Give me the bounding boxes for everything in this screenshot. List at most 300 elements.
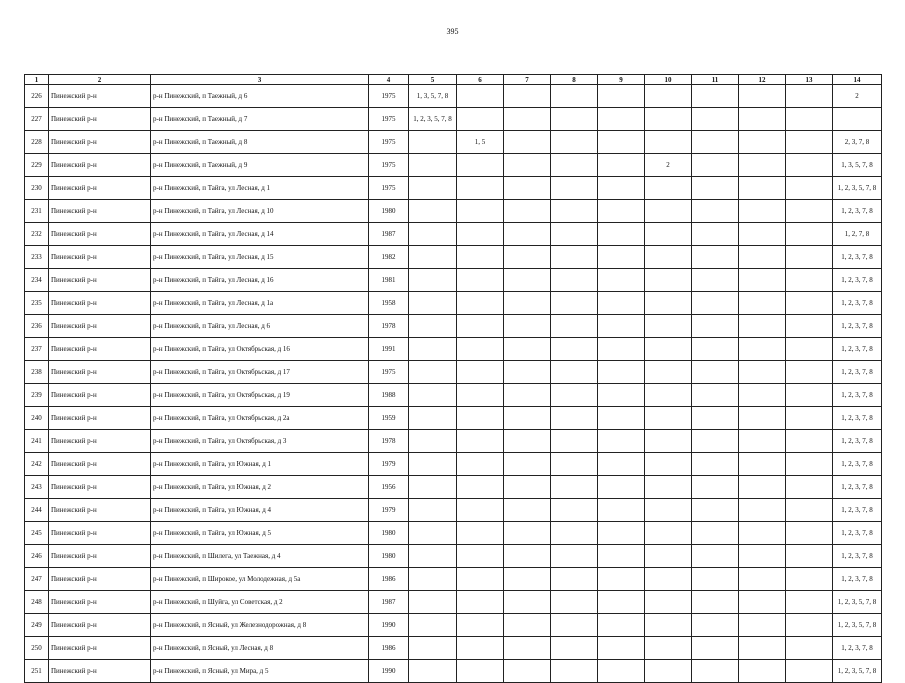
district-cell: Пинежский р-н xyxy=(49,637,151,660)
table-header-row xyxy=(25,75,882,85)
column-11-cell xyxy=(692,499,739,522)
column-12-cell xyxy=(739,361,786,384)
row-number-cell: 234 xyxy=(25,269,49,292)
column-10-cell xyxy=(645,499,692,522)
column-10-cell xyxy=(645,131,692,154)
column-9-cell xyxy=(598,499,645,522)
column-6-cell xyxy=(457,407,504,430)
column-8-cell xyxy=(551,499,598,522)
column-8-cell xyxy=(551,476,598,499)
district-cell: Пинежский р-н xyxy=(49,476,151,499)
column-8-cell xyxy=(551,614,598,637)
column-8-cell xyxy=(551,85,598,108)
column-14-cell: 1, 2, 3, 7, 8 xyxy=(833,499,882,522)
column-7-cell xyxy=(504,430,551,453)
column-5-cell xyxy=(409,246,457,269)
column-14-cell: 1, 2, 3, 7, 8 xyxy=(833,315,882,338)
column-6-cell xyxy=(457,545,504,568)
column-12-cell xyxy=(739,476,786,499)
district-cell: Пинежский р-н xyxy=(49,315,151,338)
column-10-cell xyxy=(645,200,692,223)
table-row xyxy=(25,453,882,476)
column-8-cell xyxy=(551,453,598,476)
page-number: 395 xyxy=(446,27,459,36)
year-cell: 1986 xyxy=(369,568,409,591)
column-6-cell xyxy=(457,522,504,545)
column-8-cell xyxy=(551,568,598,591)
column-14-cell: 1, 2, 3, 7, 8 xyxy=(833,476,882,499)
address-cell: р-н Пинежский, п Тайга, ул Южная, д 2 xyxy=(151,476,369,499)
column-12-cell xyxy=(739,338,786,361)
row-number-cell: 240 xyxy=(25,407,49,430)
column-13-cell xyxy=(786,246,833,269)
column-5-cell: 1, 2, 3, 5, 7, 8 xyxy=(409,108,457,131)
column-8-cell xyxy=(551,591,598,614)
year-cell: 1958 xyxy=(369,292,409,315)
column-11-cell xyxy=(692,614,739,637)
column-11-cell xyxy=(692,476,739,499)
column-10-cell xyxy=(645,246,692,269)
column-12-cell xyxy=(739,407,786,430)
column-6-cell xyxy=(457,453,504,476)
row-number-cell: 244 xyxy=(25,499,49,522)
column-header: 6 xyxy=(457,75,504,85)
column-8-cell xyxy=(551,246,598,269)
column-6-cell xyxy=(457,85,504,108)
column-14-cell: 2 xyxy=(833,85,882,108)
column-9-cell xyxy=(598,108,645,131)
table-row xyxy=(25,223,882,246)
column-14-cell: 1, 2, 3, 7, 8 xyxy=(833,637,882,660)
column-5-cell xyxy=(409,407,457,430)
year-cell: 1975 xyxy=(369,108,409,131)
column-9-cell xyxy=(598,85,645,108)
column-9-cell xyxy=(598,246,645,269)
column-9-cell xyxy=(598,430,645,453)
district-cell: Пинежский р-н xyxy=(49,338,151,361)
year-cell: 1986 xyxy=(369,637,409,660)
column-8-cell xyxy=(551,200,598,223)
address-cell: р-н Пинежский, п Тайга, ул Октябрьская, д 19 xyxy=(151,384,369,407)
column-5-cell xyxy=(409,131,457,154)
column-12-cell xyxy=(739,108,786,131)
column-10-cell xyxy=(645,85,692,108)
column-8-cell xyxy=(551,338,598,361)
row-number-cell: 239 xyxy=(25,384,49,407)
year-cell: 1988 xyxy=(369,384,409,407)
column-6-cell xyxy=(457,315,504,338)
column-6-cell xyxy=(457,292,504,315)
row-number-cell: 232 xyxy=(25,223,49,246)
column-10-cell xyxy=(645,476,692,499)
table-row xyxy=(25,269,882,292)
table-row xyxy=(25,522,882,545)
column-8-cell xyxy=(551,131,598,154)
column-11-cell xyxy=(692,407,739,430)
column-11-cell xyxy=(692,545,739,568)
column-5-cell: 1, 3, 5, 7, 8 xyxy=(409,85,457,108)
year-cell: 1975 xyxy=(369,85,409,108)
column-13-cell xyxy=(786,108,833,131)
column-14-cell: 1, 2, 3, 7, 8 xyxy=(833,453,882,476)
column-9-cell xyxy=(598,361,645,384)
row-number-cell: 228 xyxy=(25,131,49,154)
column-8-cell xyxy=(551,223,598,246)
column-5-cell xyxy=(409,223,457,246)
row-number-cell: 231 xyxy=(25,200,49,223)
column-14-cell: 2, 3, 7, 8 xyxy=(833,131,882,154)
district-cell: Пинежский р-н xyxy=(49,131,151,154)
column-11-cell xyxy=(692,522,739,545)
district-cell: Пинежский р-н xyxy=(49,85,151,108)
column-11-cell xyxy=(692,338,739,361)
district-cell: Пинежский р-н xyxy=(49,384,151,407)
column-12-cell xyxy=(739,545,786,568)
column-9-cell xyxy=(598,522,645,545)
column-8-cell xyxy=(551,292,598,315)
address-cell: р-н Пинежский, п Тайга, ул Южная, д 1 xyxy=(151,453,369,476)
column-13-cell xyxy=(786,177,833,200)
column-6-cell xyxy=(457,361,504,384)
address-cell: р-н Пинежский, п Тайга, ул Октябрьская, д 3 xyxy=(151,430,369,453)
column-10-cell xyxy=(645,292,692,315)
column-5-cell xyxy=(409,338,457,361)
address-cell: р-н Пинежский, п Тайга, ул Лесная, д 6 xyxy=(151,315,369,338)
column-header: 1 xyxy=(25,75,49,85)
column-8-cell xyxy=(551,407,598,430)
column-14-cell: 1, 2, 3, 7, 8 xyxy=(833,200,882,223)
address-cell: р-н Пинежский, п Шилега, ул Таежная, д 4 xyxy=(151,545,369,568)
column-11-cell xyxy=(692,292,739,315)
column-9-cell xyxy=(598,200,645,223)
address-cell: р-н Пинежский, п Таежный, д 9 xyxy=(151,154,369,177)
column-6-cell xyxy=(457,108,504,131)
column-8-cell xyxy=(551,154,598,177)
column-header: 13 xyxy=(786,75,833,85)
column-12-cell xyxy=(739,430,786,453)
column-5-cell xyxy=(409,522,457,545)
year-cell: 1978 xyxy=(369,430,409,453)
column-12-cell xyxy=(739,131,786,154)
column-13-cell xyxy=(786,338,833,361)
column-12-cell xyxy=(739,223,786,246)
column-7-cell xyxy=(504,361,551,384)
year-cell: 1979 xyxy=(369,499,409,522)
column-6-cell xyxy=(457,384,504,407)
column-10-cell xyxy=(645,568,692,591)
column-12-cell xyxy=(739,292,786,315)
district-cell: Пинежский р-н xyxy=(49,154,151,177)
column-header: 3 xyxy=(151,75,369,85)
column-header: 4 xyxy=(369,75,409,85)
column-7-cell xyxy=(504,338,551,361)
row-number-cell: 243 xyxy=(25,476,49,499)
column-11-cell xyxy=(692,568,739,591)
table-row xyxy=(25,177,882,200)
column-9-cell xyxy=(598,177,645,200)
column-10-cell xyxy=(645,545,692,568)
row-number-cell: 233 xyxy=(25,246,49,269)
column-7-cell xyxy=(504,315,551,338)
column-13-cell xyxy=(786,499,833,522)
column-6-cell xyxy=(457,154,504,177)
column-7-cell xyxy=(504,85,551,108)
column-12-cell xyxy=(739,453,786,476)
column-12-cell xyxy=(739,568,786,591)
column-13-cell xyxy=(786,361,833,384)
column-14-cell: 1, 2, 3, 7, 8 xyxy=(833,292,882,315)
column-12-cell xyxy=(739,522,786,545)
column-7-cell xyxy=(504,522,551,545)
row-number-cell: 238 xyxy=(25,361,49,384)
column-9-cell xyxy=(598,315,645,338)
column-8-cell xyxy=(551,108,598,131)
column-8-cell xyxy=(551,430,598,453)
column-11-cell xyxy=(692,154,739,177)
row-number-cell: 247 xyxy=(25,568,49,591)
column-10-cell xyxy=(645,361,692,384)
column-6-cell xyxy=(457,499,504,522)
column-9-cell xyxy=(598,568,645,591)
column-7-cell xyxy=(504,568,551,591)
district-cell: Пинежский р-н xyxy=(49,499,151,522)
column-7-cell xyxy=(504,131,551,154)
column-7-cell xyxy=(504,108,551,131)
column-12-cell xyxy=(739,177,786,200)
column-6-cell xyxy=(457,568,504,591)
row-number-cell: 236 xyxy=(25,315,49,338)
year-cell: 1991 xyxy=(369,338,409,361)
table-row xyxy=(25,292,882,315)
column-10-cell xyxy=(645,660,692,683)
column-7-cell xyxy=(504,200,551,223)
row-number-cell: 249 xyxy=(25,614,49,637)
year-cell: 1979 xyxy=(369,453,409,476)
row-number-cell: 235 xyxy=(25,292,49,315)
table-row xyxy=(25,545,882,568)
row-number-cell: 248 xyxy=(25,591,49,614)
column-12-cell xyxy=(739,85,786,108)
table-row xyxy=(25,361,882,384)
column-5-cell xyxy=(409,361,457,384)
column-14-cell: 1, 2, 3, 7, 8 xyxy=(833,568,882,591)
column-14-cell: 1, 2, 3, 5, 7, 8 xyxy=(833,660,882,683)
row-number-cell: 237 xyxy=(25,338,49,361)
column-13-cell xyxy=(786,407,833,430)
table-row xyxy=(25,384,882,407)
column-5-cell xyxy=(409,660,457,683)
column-14-cell: 1, 2, 7, 8 xyxy=(833,223,882,246)
column-11-cell xyxy=(692,660,739,683)
column-14-cell: 1, 2, 3, 7, 8 xyxy=(833,269,882,292)
address-cell: р-н Пинежский, п Шуйга, ул Советская, д 2 xyxy=(151,591,369,614)
column-12-cell xyxy=(739,499,786,522)
column-11-cell xyxy=(692,85,739,108)
table-row xyxy=(25,614,882,637)
column-7-cell xyxy=(504,476,551,499)
column-13-cell xyxy=(786,131,833,154)
column-10-cell xyxy=(645,453,692,476)
column-6-cell xyxy=(457,177,504,200)
year-cell: 1987 xyxy=(369,223,409,246)
column-header: 8 xyxy=(551,75,598,85)
table-row xyxy=(25,131,882,154)
column-14-cell: 1, 3, 5, 7, 8 xyxy=(833,154,882,177)
year-cell: 1990 xyxy=(369,660,409,683)
year-cell: 1975 xyxy=(369,361,409,384)
column-6-cell xyxy=(457,269,504,292)
column-9-cell xyxy=(598,545,645,568)
column-5-cell xyxy=(409,177,457,200)
address-cell: р-н Пинежский, п Тайга, ул Лесная, д 16 xyxy=(151,269,369,292)
column-7-cell xyxy=(504,407,551,430)
year-cell: 1956 xyxy=(369,476,409,499)
column-5-cell xyxy=(409,545,457,568)
row-number-cell: 246 xyxy=(25,545,49,568)
column-9-cell xyxy=(598,131,645,154)
column-9-cell xyxy=(598,338,645,361)
address-cell: р-н Пинежский, п Ясный, ул Лесная, д 8 xyxy=(151,637,369,660)
address-cell: р-н Пинежский, п Тайга, ул Южная, д 4 xyxy=(151,499,369,522)
row-number-cell: 226 xyxy=(25,85,49,108)
district-cell: Пинежский р-н xyxy=(49,430,151,453)
column-13-cell xyxy=(786,430,833,453)
column-7-cell xyxy=(504,269,551,292)
column-13-cell xyxy=(786,200,833,223)
table-row xyxy=(25,660,882,683)
address-cell: р-н Пинежский, п Тайга, ул Лесная, д 10 xyxy=(151,200,369,223)
column-5-cell xyxy=(409,200,457,223)
column-10-cell: 2 xyxy=(645,154,692,177)
year-cell: 1975 xyxy=(369,154,409,177)
column-header: 7 xyxy=(504,75,551,85)
address-cell: р-н Пинежский, п Тайга, ул Лесная, д 15 xyxy=(151,246,369,269)
district-cell: Пинежский р-н xyxy=(49,660,151,683)
column-13-cell xyxy=(786,154,833,177)
column-13-cell xyxy=(786,591,833,614)
column-10-cell xyxy=(645,223,692,246)
table-row xyxy=(25,568,882,591)
column-header: 5 xyxy=(409,75,457,85)
address-cell: р-н Пинежский, п Тайга, ул Южная, д 5 xyxy=(151,522,369,545)
column-14-cell: 1, 2, 3, 7, 8 xyxy=(833,545,882,568)
column-14-cell: 1, 2, 3, 7, 8 xyxy=(833,430,882,453)
column-12-cell xyxy=(739,154,786,177)
column-11-cell xyxy=(692,223,739,246)
column-13-cell xyxy=(786,269,833,292)
column-11-cell xyxy=(692,269,739,292)
column-13-cell xyxy=(786,292,833,315)
column-10-cell xyxy=(645,430,692,453)
column-5-cell xyxy=(409,292,457,315)
column-13-cell xyxy=(786,85,833,108)
column-7-cell xyxy=(504,384,551,407)
column-11-cell xyxy=(692,200,739,223)
column-11-cell xyxy=(692,384,739,407)
district-cell: Пинежский р-н xyxy=(49,108,151,131)
table-row xyxy=(25,338,882,361)
column-9-cell xyxy=(598,384,645,407)
column-9-cell xyxy=(598,476,645,499)
column-8-cell xyxy=(551,361,598,384)
year-cell: 1987 xyxy=(369,591,409,614)
table-row xyxy=(25,430,882,453)
table-body xyxy=(25,85,882,683)
column-10-cell xyxy=(645,338,692,361)
column-12-cell xyxy=(739,246,786,269)
column-7-cell xyxy=(504,499,551,522)
column-13-cell xyxy=(786,384,833,407)
year-cell: 1975 xyxy=(369,177,409,200)
column-13-cell xyxy=(786,315,833,338)
column-8-cell xyxy=(551,660,598,683)
district-cell: Пинежский р-н xyxy=(49,292,151,315)
address-cell: р-н Пинежский, п Тайга, ул Лесная, д 1а xyxy=(151,292,369,315)
column-7-cell xyxy=(504,660,551,683)
column-7-cell xyxy=(504,177,551,200)
table-row xyxy=(25,591,882,614)
table-row xyxy=(25,246,882,269)
year-cell: 1982 xyxy=(369,246,409,269)
column-11-cell xyxy=(692,108,739,131)
column-10-cell xyxy=(645,177,692,200)
column-6-cell xyxy=(457,591,504,614)
address-cell: р-н Пинежский, п Широкое, ул Молодежная, д 5а xyxy=(151,568,369,591)
column-6-cell xyxy=(457,430,504,453)
column-header: 9 xyxy=(598,75,645,85)
column-9-cell xyxy=(598,591,645,614)
column-5-cell xyxy=(409,315,457,338)
column-9-cell xyxy=(598,292,645,315)
column-14-cell xyxy=(833,108,882,131)
column-8-cell xyxy=(551,269,598,292)
column-12-cell xyxy=(739,660,786,683)
column-10-cell xyxy=(645,315,692,338)
column-8-cell xyxy=(551,522,598,545)
column-11-cell xyxy=(692,177,739,200)
table-row xyxy=(25,108,882,131)
column-14-cell: 1, 2, 3, 5, 7, 8 xyxy=(833,177,882,200)
column-11-cell xyxy=(692,430,739,453)
district-cell: Пинежский р-н xyxy=(49,269,151,292)
year-cell: 1990 xyxy=(369,614,409,637)
column-9-cell xyxy=(598,407,645,430)
column-8-cell xyxy=(551,315,598,338)
column-6-cell xyxy=(457,614,504,637)
column-7-cell xyxy=(504,545,551,568)
column-6-cell xyxy=(457,476,504,499)
column-8-cell xyxy=(551,545,598,568)
column-10-cell xyxy=(645,614,692,637)
address-cell: р-н Пинежский, п Ясный, ул Мира, д 5 xyxy=(151,660,369,683)
column-7-cell xyxy=(504,154,551,177)
column-6-cell xyxy=(457,660,504,683)
year-cell: 1980 xyxy=(369,545,409,568)
column-14-cell: 1, 2, 3, 7, 8 xyxy=(833,338,882,361)
column-13-cell xyxy=(786,568,833,591)
column-9-cell xyxy=(598,269,645,292)
column-header: 11 xyxy=(692,75,739,85)
column-14-cell: 1, 2, 3, 7, 8 xyxy=(833,522,882,545)
column-13-cell xyxy=(786,453,833,476)
column-12-cell xyxy=(739,269,786,292)
district-cell: Пинежский р-н xyxy=(49,591,151,614)
district-cell: Пинежский р-н xyxy=(49,177,151,200)
column-5-cell xyxy=(409,499,457,522)
column-6-cell xyxy=(457,246,504,269)
column-5-cell xyxy=(409,430,457,453)
row-number-cell: 241 xyxy=(25,430,49,453)
